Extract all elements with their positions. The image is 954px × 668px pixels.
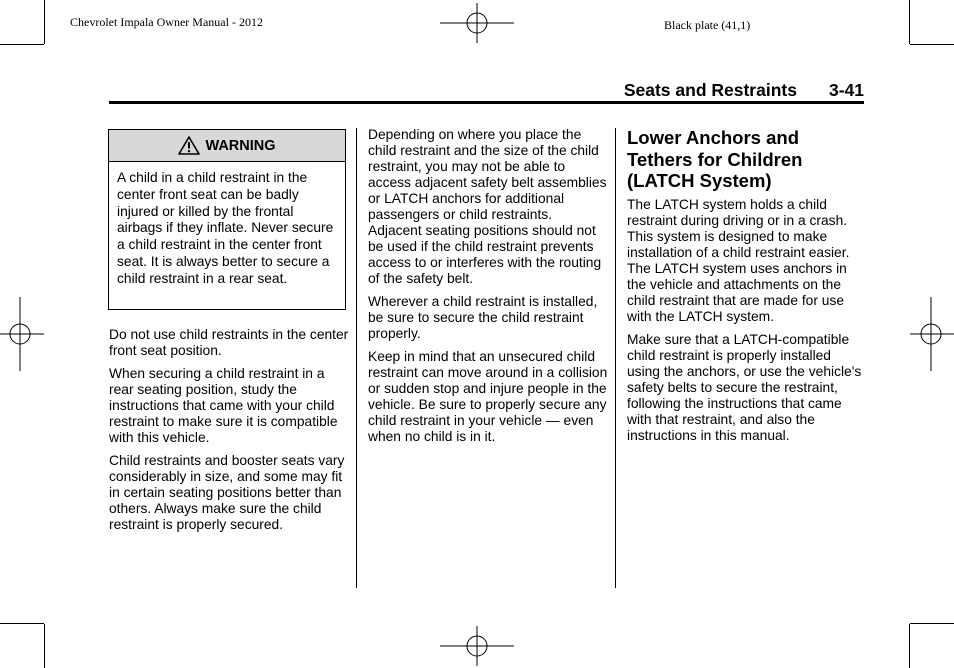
header-rule [109, 101, 864, 104]
column-1 [109, 327, 349, 540]
warning-header [109, 130, 345, 162]
crop-mark-bottom-left-v [44, 624, 45, 668]
registration-mark-top-icon [440, 3, 514, 43]
column-2 [368, 127, 608, 452]
warning-box [108, 129, 346, 310]
paragraph: The LATCH system holds a child restraint during driving or in a crash. This system is designed to make installation of a child restraint easier. The LATCH system uses anchors in the vehicle and attachments on the child restraint that are made for use with the LATCH system. [627, 197, 850, 324]
paragraph: Do not use child restraints in the center front seat position. [109, 327, 349, 358]
paragraph: When securing a child restraint in a rear seating position, study the instructions that came with your child restraint to make sure it is compatible with this vehicle. [109, 366, 338, 445]
section-title: Seats and Restraints [623, 80, 797, 100]
slug-plate-info: Black plate (41,1) [664, 18, 751, 32]
warning-label: WARNING [205, 137, 276, 154]
crop-mark-top-right-h [910, 44, 954, 45]
running-header [600, 80, 864, 101]
crop-mark-bottom-right-v [909, 624, 910, 668]
column-divider-2 [615, 128, 616, 588]
section-heading: Lower Anchors and Tethers for Children (LATCH System) [627, 127, 803, 191]
paragraph: Wherever a child restraint is installed, be sure to secure the child restraint properly. [368, 294, 598, 341]
crop-mark-top-left-v [44, 0, 45, 44]
column-divider-1 [356, 128, 357, 588]
crop-mark-top-right-v [909, 0, 910, 44]
paragraph: Child restraints and booster seats vary considerably in size, and some may fit in certain seating positions better than others. Always make sure the child restraint is properly secured. [109, 453, 345, 532]
registration-mark-bottom-icon [440, 626, 514, 666]
paragraph: Make sure that a LATCH-compatible child restraint is properly installed using the anchors, or use the vehicle's safety belts to secure the restraint, following the instructions that came with that restraint, and also the instructions in this manual. [627, 332, 862, 443]
registration-mark-left-icon [0, 297, 44, 371]
crop-mark-bottom-left-h [0, 623, 44, 624]
paragraph: Depending on where you place the child restraint and the size of the child restraint, you may not be able to access adjacent safety belt assemblies or LATCH anchors for additional passengers or child restraints. Adjacent seating positions should not be used if the child restraint prevents access to or interferes with the routing of the safety belt. [368, 127, 607, 286]
slug-manual-title: Chevrolet Impala Owner Manual - 2012 [70, 15, 263, 29]
paragraph: Keep in mind that an unsecured child restraint can move around in a collision or sudden stop and injure people in the vehicle. Be sure to properly secure any child restraint in your vehicle — even when no child is in it. [368, 349, 608, 444]
crop-mark-bottom-right-h [910, 623, 954, 624]
page-number: 3-41 [828, 80, 864, 100]
crop-mark-top-left-h [0, 44, 44, 45]
warning-triangle-icon [178, 136, 200, 155]
registration-mark-right-icon [910, 297, 954, 371]
column-3 [627, 197, 867, 451]
warning-text: A child in a child restraint in the center front seat can be badly injured or killed by the frontal airbags if they inflate. Never secure a child restraint in the center front seat. It is always better to secure a child restraint in a rear seat. [117, 170, 334, 286]
